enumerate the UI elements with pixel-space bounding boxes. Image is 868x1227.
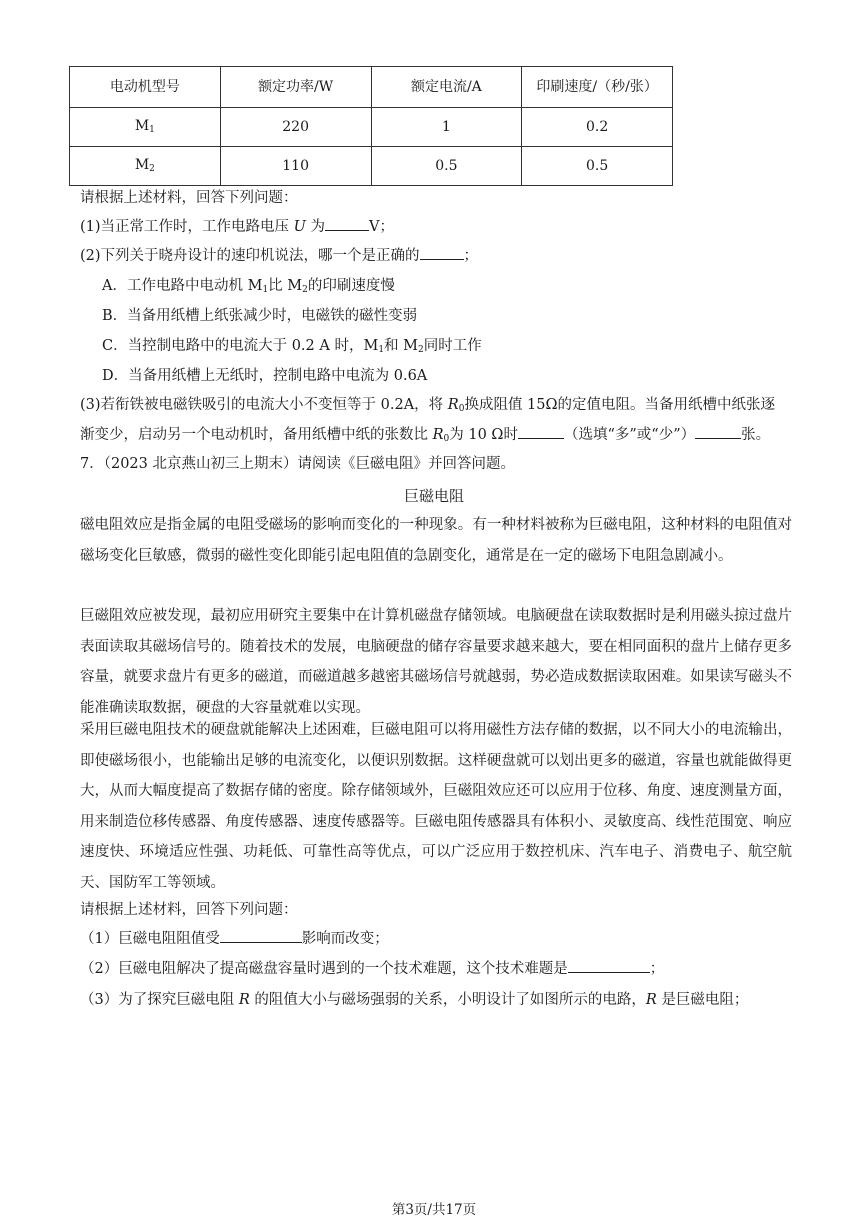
- table-row: [70, 108, 673, 147]
- table-cell: 0.2: [522, 108, 673, 147]
- article-paragraph-3: 采用巨磁电阻技术的硬盘就能解决上述困难，巨磁电阻可以将用磁性方法存储的数据，以不同大小的电流输出，即使磁场很小，也能输出足够的电流变化，以便识别数据。这样硬盘就可以划出更多的磁道，容量也就能做得更大，从而大幅度提高了数据存储的密度。除存储领域外，巨磁阻效应还可以应用于位移、角度、速度测量方面，用来制造位移传感器、角度传感器、速度传感器等。巨磁电阻传感器具有体积小、灵敏度高、线性范围宽、响应速度快、环境适应性强、功耗低、可靠性高等优点，可以广泛应用于数控机床、汽车电子、消费电子、航空航天、国防军工等领域。: [80, 722, 792, 891]
- answer-blank[interactable]: [420, 258, 464, 260]
- article-paragraph-2: 巨磁阻效应被发现，最初应用研究主要集中在计算机磁盘存储领域。电脑硬盘在读取数据时是利用磁头掠过盘片表面读取其磁场信号的。随着技术的发展，电脑硬盘的储存容量要求越来越大，要在相同面积的盘片上储存更多容量，就要求盘片有更多的磁道，而磁道越多越密其磁场信号就越弱，势必造成数据读取困难。如果读写磁头不能准确读取数据，硬盘的大容量就难以实现。: [80, 608, 792, 716]
- answer-blank[interactable]: [325, 229, 369, 231]
- table-cell: 0.5: [522, 147, 673, 186]
- answer-blank[interactable]: [518, 437, 564, 439]
- table-row: [70, 147, 673, 186]
- option-d: D．当备用纸槽上无纸时，控制电路中电流为 0.6A: [102, 368, 428, 384]
- table-header-cell: 印刷速度/（秒/张）: [522, 67, 673, 108]
- option-c: C．当控制电路中的电流大于 0.2 A 时，$M_1$和 $M_2$同时工作: [102, 338, 482, 355]
- sub-question-3: （3）为了探究巨磁电阻 R 的阻值大小与磁场强弱的关系，小明设计了如图所示的电路，R 是巨磁电阻；: [80, 992, 749, 1008]
- answer-blank[interactable]: [568, 971, 650, 973]
- table-cell: 1: [371, 108, 522, 147]
- table-header-cell: 额定功率/W: [220, 67, 371, 108]
- question-3-line-1: (3)若衔铁被电磁铁吸引的电流大小不变恒等于 0.2A，将 $R_0$换成阻值 15Ω的定值电阻。当备用纸槽中纸张逐: [80, 397, 776, 414]
- answer-blank[interactable]: [220, 941, 302, 943]
- question-1: (1)当正常工作时，工作电路电压 U 为 V；: [80, 219, 394, 235]
- intro-text-2: 请根据上述材料，回答下列问题：: [80, 902, 298, 918]
- page-number: 第3页/共17页: [391, 1202, 477, 1218]
- question-2: (2)下列关于晓舟设计的速印机说法，哪一个是正确的 ；: [80, 248, 479, 264]
- table-header-cell: 电动机型号: [70, 67, 221, 108]
- table-cell-model: $M_1$: [70, 108, 221, 147]
- question-3-line-2: 渐变少，启动另一个电动机时，备用纸槽中纸的张数比 $R_0$为 10 Ω时 （选填“多”或“少”） 张。: [80, 427, 771, 444]
- table-header-row: [70, 67, 673, 108]
- option-a: A．工作电路中电动机 $M_1$比 $M_2$的印刷速度慢: [102, 278, 395, 295]
- table-cell-model: $M_2$: [70, 147, 221, 186]
- article-title: 巨磁电阻: [403, 487, 464, 505]
- sub-question-1: （1）巨磁电阻阻值受 影响而改变；: [80, 931, 389, 947]
- table-cell: 0.5: [371, 147, 522, 186]
- table-cell: 110: [220, 147, 371, 186]
- intro-text: 请根据上述材料，回答下列问题：: [80, 190, 298, 206]
- question-7-heading: 7．（2023 北京燕山初三上期末）请阅读《巨磁电阻》并回答问题。: [80, 456, 515, 472]
- option-b: B．当备用纸槽上纸张减少时，电磁铁的磁性变弱: [102, 308, 418, 324]
- table-cell: 220: [220, 108, 371, 147]
- motor-spec-table: [69, 66, 673, 186]
- answer-blank[interactable]: [695, 437, 741, 439]
- article-paragraph-1: 磁电阻效应是指金属的电阻受磁场的影响而变化的一种现象。有一种材料被称为巨磁电阻，这种材料的电阻值对磁场变化巨敏感，微弱的磁性变化即能引起电阻值的急剧变化，通常是在一定的磁场下电阻急剧减小。: [80, 517, 792, 564]
- sub-question-2: （2）巨磁电阻解决了提高磁盘容量时遇到的一个技术难题，这个技术难题是 ；: [80, 961, 665, 977]
- table-header-cell: 额定电流/A: [371, 67, 522, 108]
